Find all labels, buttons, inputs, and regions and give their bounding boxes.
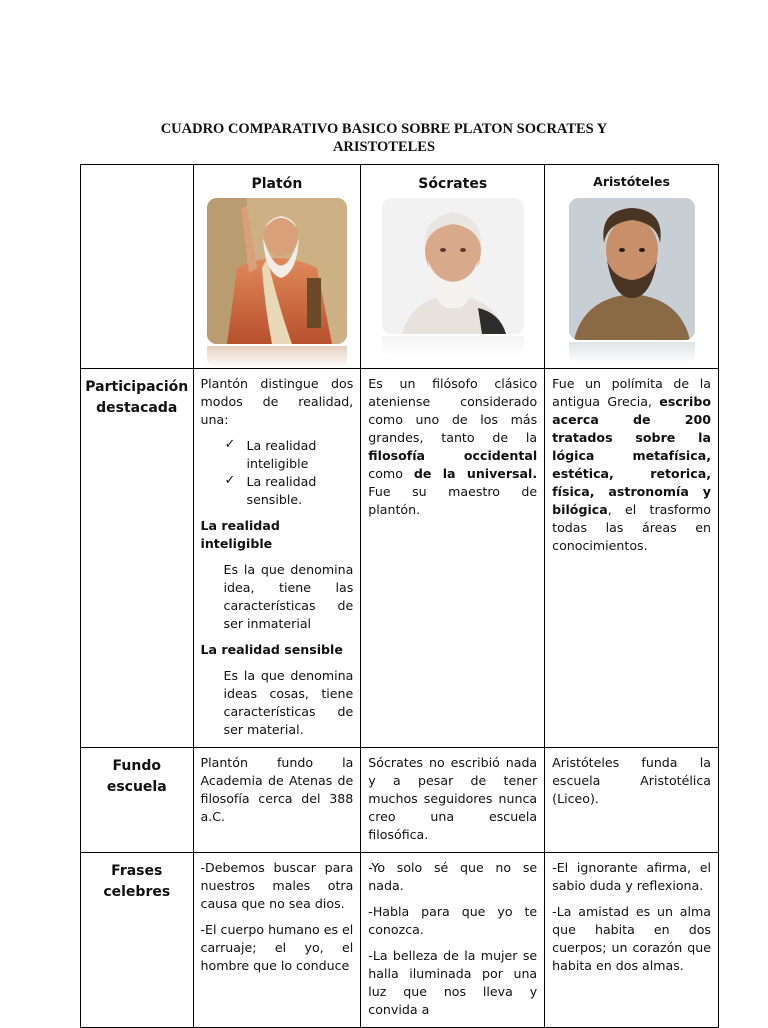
header-plato: Platón	[251, 176, 303, 192]
cell-participacion-plato	[193, 369, 361, 748]
title-line-2: ARISTOTELES	[332, 139, 436, 155]
socrates-portrait	[382, 198, 524, 358]
socrates-quote: -La belleza de la mujer se halla iluminada por una luz que nos lleva y convida a	[368, 948, 538, 1017]
socrates-quote: -Habla para que yo te conozca.	[368, 904, 538, 937]
check-icon: ✓	[224, 473, 236, 488]
plato-intro-text: Plantón distingue dos modos de realidad, una:	[200, 376, 354, 427]
plato-quote: -El cuerpo humano es el carruaje; el yo, el hombre que lo conduce	[200, 922, 354, 973]
row-label-participacion: Participación destacada	[85, 379, 189, 416]
check-icon: ✓	[224, 437, 236, 452]
aristotle-quote: -El ignorante afirma, el sabio duda y reflexiona.	[552, 860, 711, 893]
row-label-cell	[81, 369, 194, 748]
cell-participacion-aristotle	[545, 369, 719, 748]
aristotle-quote: -La amistad es un alma que habita en dos cuerpos; un corazón que habita en dos almas.	[552, 904, 711, 973]
list-item	[225, 473, 354, 509]
row-label-cell	[81, 853, 194, 1028]
row-frases-celebres	[81, 853, 719, 1028]
aristotle-portrait	[569, 198, 695, 364]
socrates-participation-text: Es un filósofo clásico ateniense considerado como uno de los más grandes, tanto de la filosofía occidental como de la universal. Fue su maestro de plantón.	[368, 376, 538, 517]
text-sensible: Es la que denomina ideas cosas, tiene características de ser material.	[223, 668, 354, 737]
cell-fundo-aristotle	[545, 748, 719, 853]
row-fundo-escuela	[81, 748, 719, 853]
socrates-portrait-reflection	[382, 336, 524, 358]
header-aristotle: Aristóteles	[593, 174, 670, 189]
cell-frases-aristotle	[545, 853, 719, 1028]
header-cell-aristotle	[545, 165, 719, 369]
empty-corner-cell	[81, 165, 194, 369]
plato-painting-image	[207, 198, 347, 344]
subheading-sensible: La realidad sensible	[200, 642, 343, 657]
header-row	[81, 165, 719, 369]
plato-portrait	[207, 198, 347, 368]
list-item-text: La realidad inteligible	[246, 438, 317, 471]
aristotle-fundo-text: Aristóteles funda la escuela Aristotélica (Liceo).	[552, 755, 711, 806]
row-label-fundo: Fundo escuela	[106, 758, 167, 795]
plato-fundo-text: Plantón fundo la Academia de Atenas de filosofía cerca del 388 a.C.	[200, 755, 354, 824]
header-socrates: Sócrates	[418, 176, 488, 192]
title-line-1: CUADRO COMPARATIVO BASICO SOBRE PLATON SOCRATES Y	[160, 121, 608, 137]
socrates-quote: -Yo solo sé que no se nada.	[368, 860, 538, 893]
plato-portrait-reflection	[207, 346, 347, 368]
aristotle-bust-image	[569, 198, 695, 340]
comparison-table	[80, 164, 719, 1028]
cell-frases-plato	[193, 853, 361, 1028]
list-item-text: La realidad sensible.	[246, 474, 317, 507]
aristotle-participation-text: Fue un polímita de la antigua Grecia, escribo acerca de 200 tratados sobre la lógica metafísica, estética, retorica, física, astronomía y bilógica, el trasformo todas las áreas en conocimientos.	[552, 376, 711, 553]
text-inteligible: Es la que denomina idea, tiene las características de ser inmaterial	[223, 562, 354, 631]
socrates-fundo-text: Sócrates no escribió nada y a pesar de tener muchos seguidores nunca creo una escuela filosófica.	[368, 755, 538, 842]
socrates-bust-image	[382, 198, 524, 334]
subheading-inteligible: La realidad inteligible	[200, 518, 280, 551]
row-participacion	[81, 369, 719, 748]
cell-frases-socrates	[361, 853, 545, 1028]
header-cell-plato	[193, 165, 361, 369]
row-label-frases: Frases celebres	[103, 863, 171, 900]
header-cell-socrates	[361, 165, 545, 369]
plato-reality-list	[201, 437, 354, 509]
cell-fundo-socrates	[361, 748, 545, 853]
cell-participacion-socrates	[361, 369, 545, 748]
document-title	[80, 120, 688, 156]
row-label-cell	[81, 748, 194, 853]
cell-fundo-plato	[193, 748, 361, 853]
plato-quote: -Debemos buscar para nuestros males otra causa que no sea dios.	[200, 860, 354, 911]
list-item	[225, 437, 354, 473]
aristotle-portrait-reflection	[569, 342, 695, 364]
